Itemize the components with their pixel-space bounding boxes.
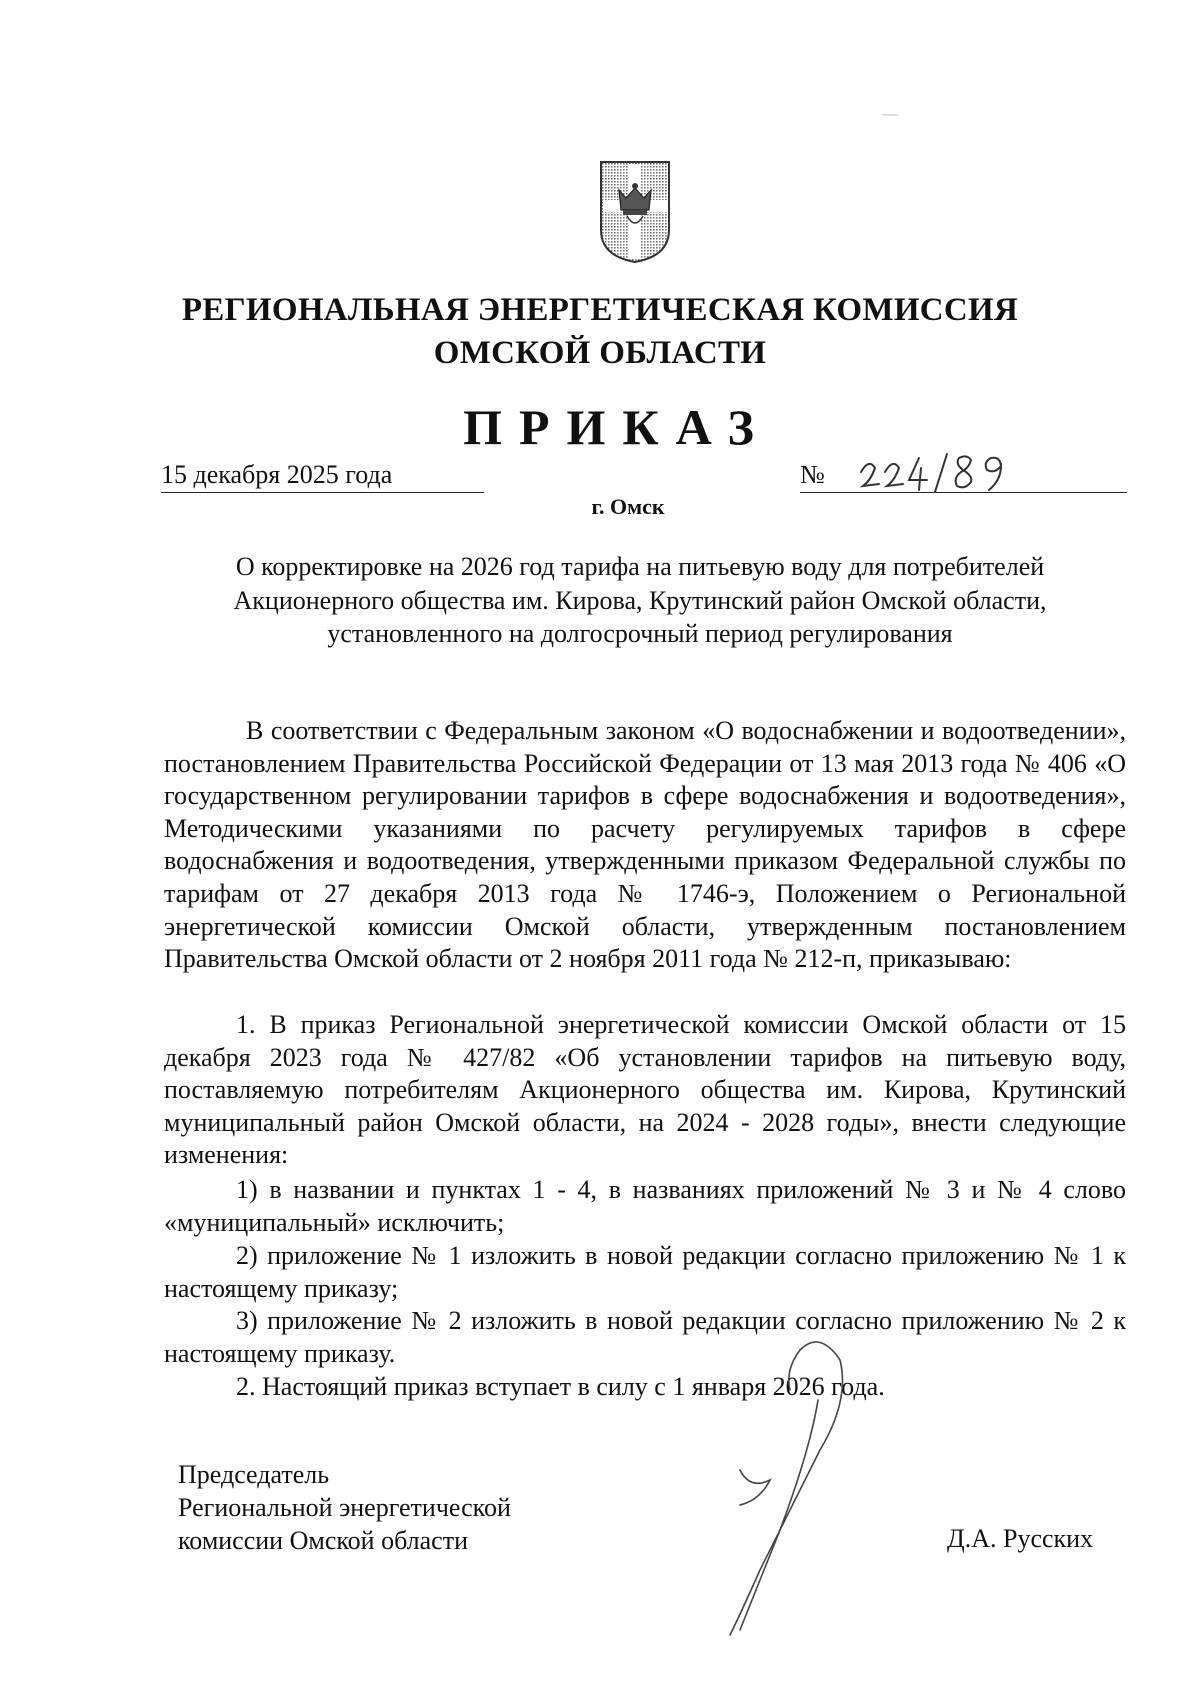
document-number-field [800, 456, 1127, 493]
item-2-paragraph: 2. Настоящий приказ вступает в силу с 1 января 2026 года. [236, 1372, 885, 1401]
signatory-title-line1: Председатель [178, 1460, 330, 1489]
subitem-1-paragraph: 1) в названии и пунктах 1 - 4, в названиях приложений № 3 и № 4 слово «муниципальный» исключить; [164, 1175, 1126, 1237]
organization-name-line2: ОМСКОЙ ОБЛАСТИ [433, 335, 767, 371]
signatory-name: Д.А. Русских [947, 1524, 1094, 1553]
city: г. Омск [591, 494, 665, 519]
item-1-paragraph: 1. В приказ Региональной энергетической комиссии Омской области от 15 декабря 2023 года № 427/82 «Об установлении тарифов на питьевую воду, поставляемую потребителям Акционерного общества им. Кирова, Крутинский муниципальный район Омской области, на 2024 - 2028 годы», внести следующие изменения: [164, 1010, 1126, 1170]
subitem-2-paragraph: 2) приложение № 1 изложить в новой редакции согласно приложению № 1 к настоящему приказу; [164, 1241, 1126, 1303]
organization-name-line1: РЕГИОНАЛЬНАЯ ЭНЕРГЕТИЧЕСКАЯ КОМИССИЯ [181, 292, 1019, 328]
document-date: 15 декабря 2025 года [161, 458, 484, 493]
document-type-title: ПРИКАЗ [463, 399, 771, 455]
legal-basis-paragraph: В соответствии с Федеральным законом «О водоснабжении и водоотведении», постановлением Правительства Российской Федерации от 13 мая 2013 года № 406 «О государственном регулировании тарифов в сфере водоснабжения и водоотведения», Методическими указаниями по расчету регулируемых тарифов в сфере водоснабжения и водоотведения, утвержденными приказом Федеральной службы по тарифам от 27 декабря 2013 года № 1746-э, Положением о Региональной энергетической комиссии Омской области, утвержденным постановлением Правительства Омской области от 2 ноября 2011 года № 212-п, приказываю: [164, 716, 1126, 974]
handwritten-number [855, 450, 1025, 494]
document-subject: О корректировке на 2026 год тарифа на питьевую воду для потребителей Акционерного общества им. Кирова, Крутинский район Омской области, установленного на долгосрочный период регулирования [233, 552, 1047, 648]
number-label: № [800, 460, 825, 489]
signatory-title-line2: Региональной энергетической [178, 1493, 511, 1522]
coat-of-arms-icon [599, 160, 671, 264]
scan-mark [880, 112, 900, 118]
signatory-title [178, 1458, 511, 1557]
handwritten-signature-icon [700, 1330, 870, 1640]
subitem-3-paragraph: 3) приложение № 2 изложить в новой редакции согласно приложению № 2 к настоящему приказу. [164, 1306, 1126, 1368]
signatory-title-line3: комиссии Омской области [178, 1526, 468, 1555]
